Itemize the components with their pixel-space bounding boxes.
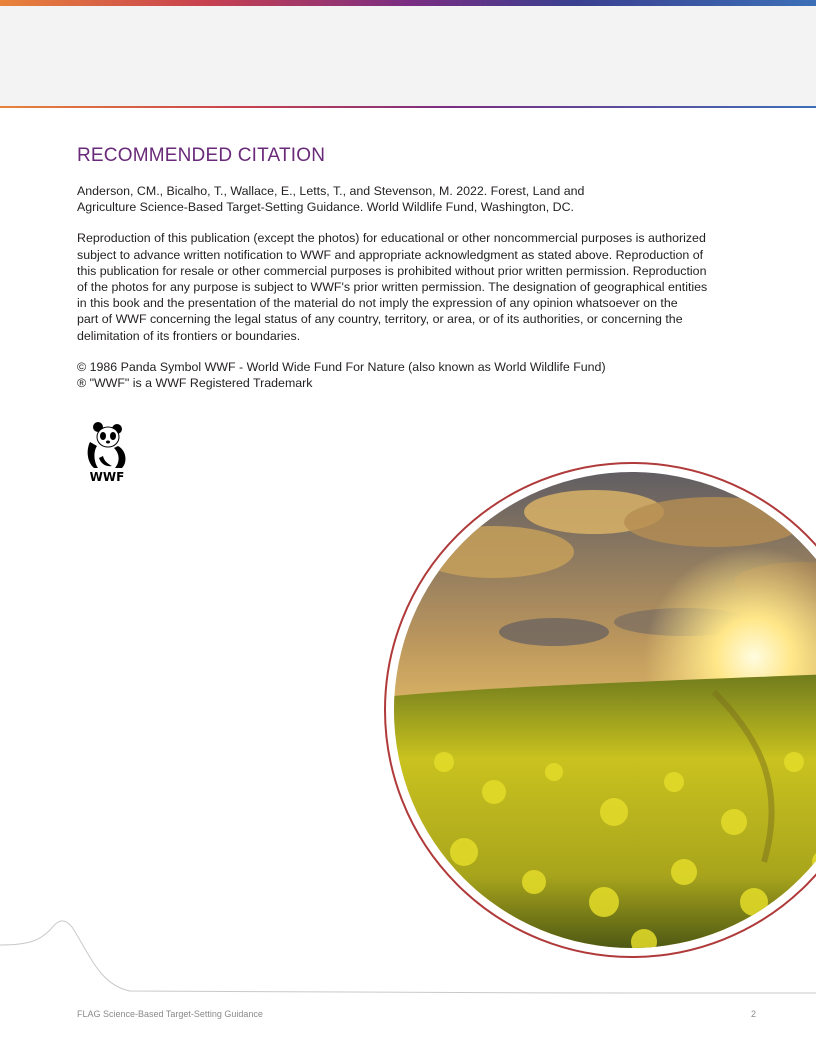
reproduction-line: this publication for resale or other commercial purposes is prohibited without prior written permission. Reproduction — [77, 263, 707, 278]
decorative-curve — [0, 915, 816, 1000]
section-title: RECOMMENDED CITATION — [77, 145, 326, 166]
reproduction-notice — [77, 230, 757, 343]
panda-logo-icon — [84, 420, 130, 484]
trademark-line: ® "WWF" is a WWF Registered Trademark — [77, 376, 313, 391]
reproduction-line: Reproduction of this publication (except the photos) for educational or other noncommercial purposes is authorized — [77, 231, 706, 246]
reproduction-line: subject to advance written notification to WWF and appropriate acknowledgment as stated above. Reproduction of — [77, 247, 704, 262]
footer-document-title: FLAG Science-Based Target-Setting Guidance — [77, 1009, 263, 1019]
footer-page-number: 2 — [751, 1009, 757, 1019]
header-band — [0, 6, 816, 106]
citation-section — [77, 145, 757, 406]
reproduction-line: of the photos for any purpose is subject to WWF's prior written permission. The designation of geographical entities — [77, 280, 708, 295]
reproduction-line: part of WWF concerning the legal status of any country, territory, or area, or of its authorities, or concerning the — [77, 312, 683, 327]
citation-text — [77, 183, 757, 215]
citation-line: Agriculture Science-Based Target-Setting Guidance. World Wildlife Fund, Washington, DC. — [77, 200, 575, 215]
hero-photo — [384, 462, 816, 962]
citation-line: Anderson, CM., Bicalho, T., Wallace, E., Letts, T., and Stevenson, M. 2022. Forest, Land and — [77, 184, 585, 198]
svg-text:®: ® — [92, 463, 95, 467]
logo-wordmark: WWF — [89, 470, 125, 484]
reproduction-line: in this book and the presentation of the material do not imply the expression of any opinion whatsoever on the — [77, 296, 678, 311]
header-divider — [0, 106, 816, 108]
wwf-logo — [84, 420, 130, 484]
trademark-line: © 1986 Panda Symbol WWF - World Wide Fund For Nature (also known as World Wildlife Fund) — [77, 359, 606, 374]
reproduction-line: delimitation of its frontiers or boundaries. — [77, 328, 301, 343]
trademark-notice — [77, 359, 757, 391]
